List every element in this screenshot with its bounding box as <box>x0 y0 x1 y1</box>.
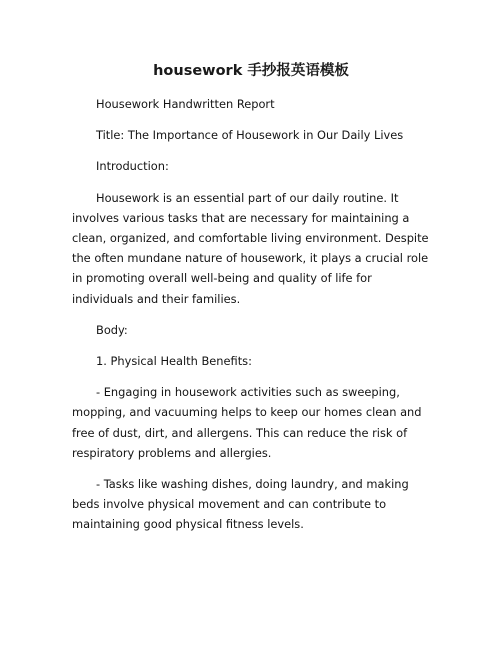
introduction-paragraph: Housework is an essential part of our daily routine. It involves various tasks that are necessary for maintaining a clean, organized, and comfortable living environment. Despite the often mundane nature of housework, it plays a crucial role in promoting overall well-being and quality of life for individuals and their families. <box>72 190 429 306</box>
bullet-paragraph-cleaning: - Engaging in housework activities such as sweeping, mopping, and vacuuming helps to keep our homes clean and free of dust, dirt, and allergens. This can reduce the risk of respiratory problems and allergies. <box>72 385 422 460</box>
report-heading: Housework Handwritten Report <box>96 97 275 111</box>
bullet-paragraph-fitness: - Tasks like washing dishes, doing laundry, and making beds involve physical movement and can contribute to maintaining good physical fitness levels. <box>72 477 409 532</box>
section-heading-physical-health: 1. Physical Health Benefits: <box>96 354 252 369</box>
introduction-heading: Introduction: <box>96 159 169 174</box>
report-title-line: Title: The Importance of Housework in Our Daily Lives <box>96 128 404 143</box>
body-heading: Body: <box>96 322 128 337</box>
document-body <box>72 94 434 546</box>
document-title: housework 手抄报英语模板 <box>153 63 349 79</box>
